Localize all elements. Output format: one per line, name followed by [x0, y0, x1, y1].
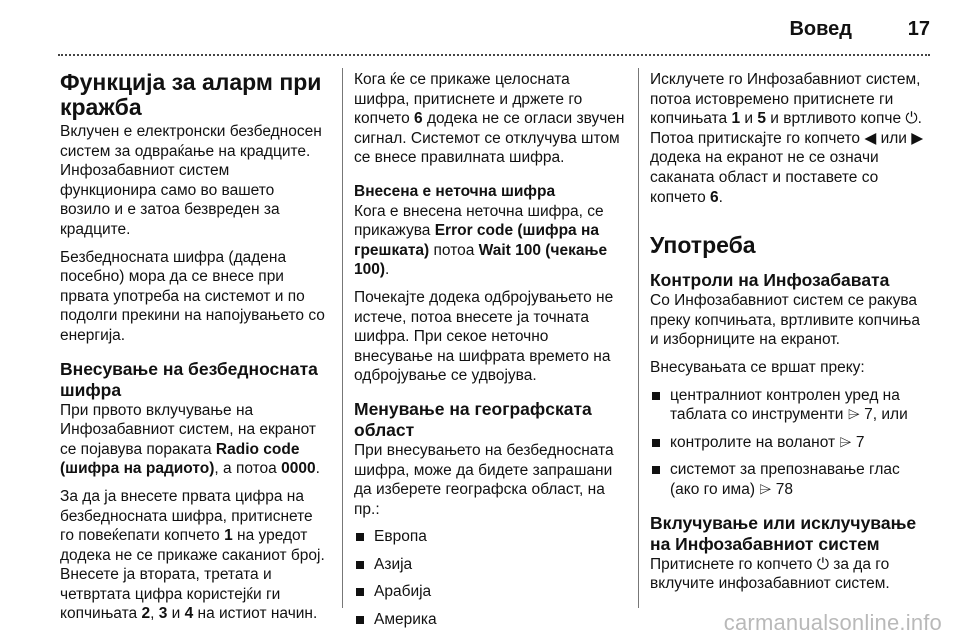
button-ref-4: 4: [184, 605, 194, 623]
column-1: [60, 70, 328, 632]
button-ref-3: 3: [158, 605, 168, 623]
column-3: [650, 70, 924, 602]
list-item: системот за препознавање глас (ако го има) ⌲ 78: [650, 460, 924, 499]
list-item: контролите на воланот ⌲ 7: [650, 433, 924, 453]
page-number: 17: [907, 18, 930, 40]
button-ref-5: 5: [757, 110, 766, 128]
column-divider-1: [342, 68, 343, 608]
subheading-power: Вклучување или исклучување на Инфозабавниот систем: [650, 512, 917, 554]
list-item: Азија: [354, 555, 626, 575]
paragraph-first-power-on: При првото вклучување на Инфозабавниот систем, на екранот се појавува пораката Radio code (шифра на радиото), а потоа 0000.: [60, 401, 320, 478]
paragraph-controls: Со Инфозабавниот систем се ракува преку копчињата, вртливите копчиња и изборниците на екранот.: [650, 292, 921, 349]
error-code-message: Error code (шифра на грешката): [354, 222, 599, 259]
button-ref-2: 2: [141, 605, 151, 623]
power-icon: ⏻: [816, 555, 829, 573]
subheading-enter-code: Внесување на безбедносната шифра: [60, 358, 318, 400]
code-zero-value: 0000: [281, 460, 316, 478]
list-item: Европа: [354, 527, 626, 547]
header-dotted-rule: [58, 54, 930, 56]
column-divider-2: [638, 68, 639, 608]
right-arrow-icon: ▶: [911, 129, 924, 147]
list-item: централниот контролен уред на таблата со инструменти ⌲ 7, или: [650, 386, 924, 425]
subheading-controls: Контроли на Инфозабавата: [650, 270, 890, 291]
list-item: Америка: [354, 610, 626, 630]
paragraph-enter-digits: За да ја внесете првата цифра на безбедносната шифра, притиснете го повеќепати копчето 1 на уредот додека не се прикаже саканиот број. Внесете ја втората, третата и четвртата цифра користејќи ги копчињата 2, 3 и 4 на истиот начин.: [60, 487, 325, 623]
left-arrow-icon: ◀: [864, 129, 877, 147]
button-ref-1: 1: [224, 527, 233, 545]
region-list: [354, 527, 626, 629]
list-item: Арабија: [354, 582, 626, 602]
section-heading-usage: Употреба: [650, 232, 756, 259]
section-heading-alarm: Функција за аларм при кражба: [60, 69, 322, 120]
page-header: [0, 18, 960, 48]
paragraph-region-select: Исклучете го Инфозабавниот систем, потоа истовремено притиснете ги копчињата 1 и 5 и вртливото копче ⏻. Потоа притискајте го копчето ◀ или ▶ додека на екранот не се означи саканата област и поставете со копчето 6.: [650, 71, 924, 206]
input-list: [650, 386, 924, 500]
paragraph-countdown: Почекајте додека одбројувањето не истече, потоа внесете ја точната шифра. При секое неточно внесување на шифрата времето на одбројување се удвојува.: [354, 288, 614, 385]
paragraph-alarm-intro: Вклучен е електронски безбедносен систем за одвраќање на крадците. Инфозабавниот систем функционира само во вашето возило и е затоа безвреден за крадците.: [60, 123, 322, 238]
paragraph-power: Притиснете го копчето ⏻ за да го вклучите инфозабавниот систем.: [650, 555, 890, 593]
column-2: [354, 70, 626, 638]
paragraph-wrong-code: Кога е внесена неточна шифра, се прикажува Error code (шифра на грешката) потоа Wait 100 (чекање 100).: [354, 202, 608, 279]
subheading-region: Менување на географската област: [354, 398, 592, 440]
paragraph-confirm-code: Кога ќе се прикаже целосната шифра, притиснете и држете го копчето 6 додека не се огласи звучен сигнал. Системот се отклучува штом се внесе правилната шифра.: [354, 71, 625, 167]
button-ref-1: 1: [731, 110, 741, 128]
watermark: carmanualsonline.info: [723, 610, 942, 635]
subheading-wrong-code: Внесена е неточна шифра: [354, 182, 556, 200]
paragraph-code-info: Безбедносната шифра (дадена посебно) мора да се внесе при првата употреба на системот и по подолги прекини на напојувањето со енергија.: [60, 248, 325, 344]
radio-code-message: Radio code (шифра на радиото): [60, 440, 300, 478]
wait-message: Wait 100 (чекање 100): [354, 241, 608, 279]
power-knob-icon: ⏻: [905, 110, 918, 128]
button-ref-6: 6: [710, 188, 719, 206]
paragraph-inputs: Внесувањата се вршат преку:: [650, 358, 865, 376]
header-title: Вовед: [789, 18, 852, 40]
button-ref-6: 6: [414, 110, 423, 128]
paragraph-region-intro: При внесувањето на безбедносната шифра, може да бидете запрашани да изберете географска област, на пр.:: [354, 441, 614, 518]
